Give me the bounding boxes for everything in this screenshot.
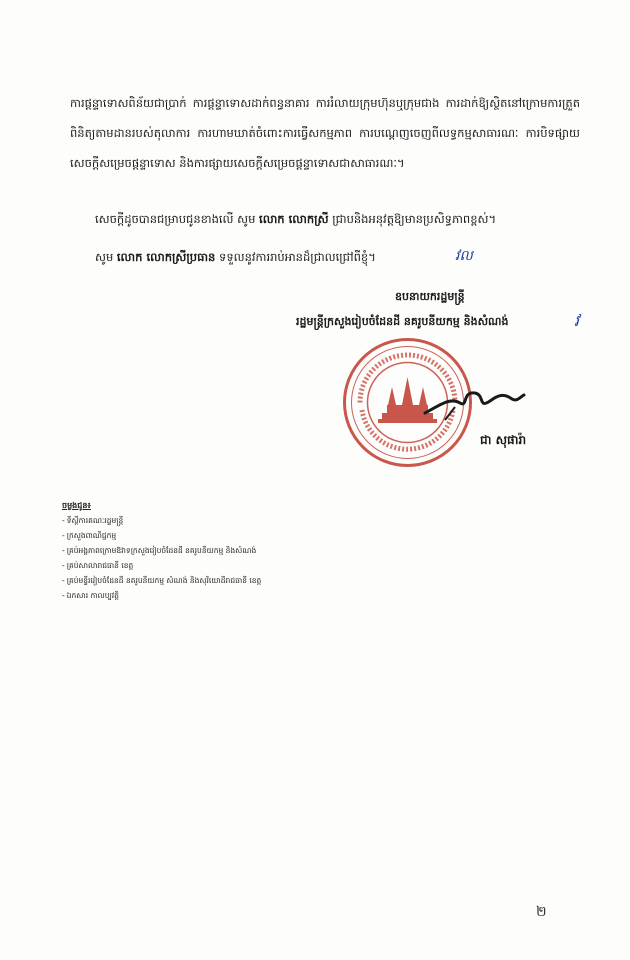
request-text-end: ជ្រាបនិងអនុវត្តឱ្យមានប្រសិទ្ធភាពខ្ពស់។	[332, 212, 497, 226]
recipients-title: ចម្លងជូន៖	[62, 501, 91, 510]
recipient-item: - ក្រសួងពាណិជ្ជកម្ម	[62, 528, 261, 543]
closing-addressee-bold: លោក លោកស្រីប្រធាន	[116, 250, 216, 264]
signature-icon	[420, 375, 530, 425]
closing-line	[95, 250, 376, 267]
handwritten-initial-2: វ	[574, 311, 580, 330]
request-line	[95, 212, 496, 229]
signer-name: ជា សុផារ៉ា	[480, 433, 527, 447]
recipient-item: - ទីស្តីការគណៈរដ្ឋមន្ត្រី	[62, 513, 261, 528]
recipient-item: - ឯកសារ កាលប្បវត្តិ	[62, 588, 261, 603]
recipient-item: - គ្រប់សាលារាជធានី ខេត្ត	[62, 558, 261, 573]
body-paragraph: ការផ្តន្ទាទោសពិន័យជាប្រាក់ ការផ្តន្ទាទោសដាក់ពន្ធនាគារ ការរំលាយក្រុមហ៊ុនឬក្រុមជាង ការដាក់ឱ្យស្ថិតនៅក្រោមការត្រួតពិនិត្យតាមដានរបស់តុលាការ ការហាមឃាត់ចំពោះការធ្វើសកម្មភាព ការបណ្តេញចេញពីលទ្ធកម្មសាធារណៈ ការបិទផ្សាយសេចក្តីសម្រេចផ្តន្ទាទោស និងការផ្សាយសេចក្តីសម្រេចផ្តន្ទាទោសជាសាធារណៈ។	[70, 96, 580, 170]
signer-title-primary: ឧបនាយករដ្ឋមន្ត្រី	[395, 290, 465, 303]
recipients-list	[62, 498, 261, 603]
recipient-item: - គ្រប់អង្គភាពក្រោមឱវាទក្រសួងរៀបចំដែនដី នគរូបនីយកម្ម និងសំណង់	[62, 543, 261, 558]
signer-title-secondary: រដ្ឋមន្ត្រីក្រសួងរៀបចំដែនដី នគរូបនីយកម្ម និងសំណង់	[296, 315, 509, 328]
addressee-bold: លោក លោកស្រី	[259, 212, 329, 226]
request-text: សេចក្តីដូចបានជម្រាបជូនខាងលើ សូម	[95, 212, 256, 226]
recipient-item: - គ្រប់មន្ទីររៀបចំដែនដី នគរូបនីយកម្ម សំណង់ និងសុរិយោដីរាជធានី ខេត្ត	[62, 573, 261, 588]
closing-text: សូម	[95, 250, 114, 264]
page-number: ២	[536, 904, 547, 920]
handwritten-initial: វល	[455, 248, 473, 264]
closing-text-end: ទទួលនូវការរាប់អានដ៏ជ្រាលជ្រៅពីខ្ញុំ។	[219, 250, 376, 264]
